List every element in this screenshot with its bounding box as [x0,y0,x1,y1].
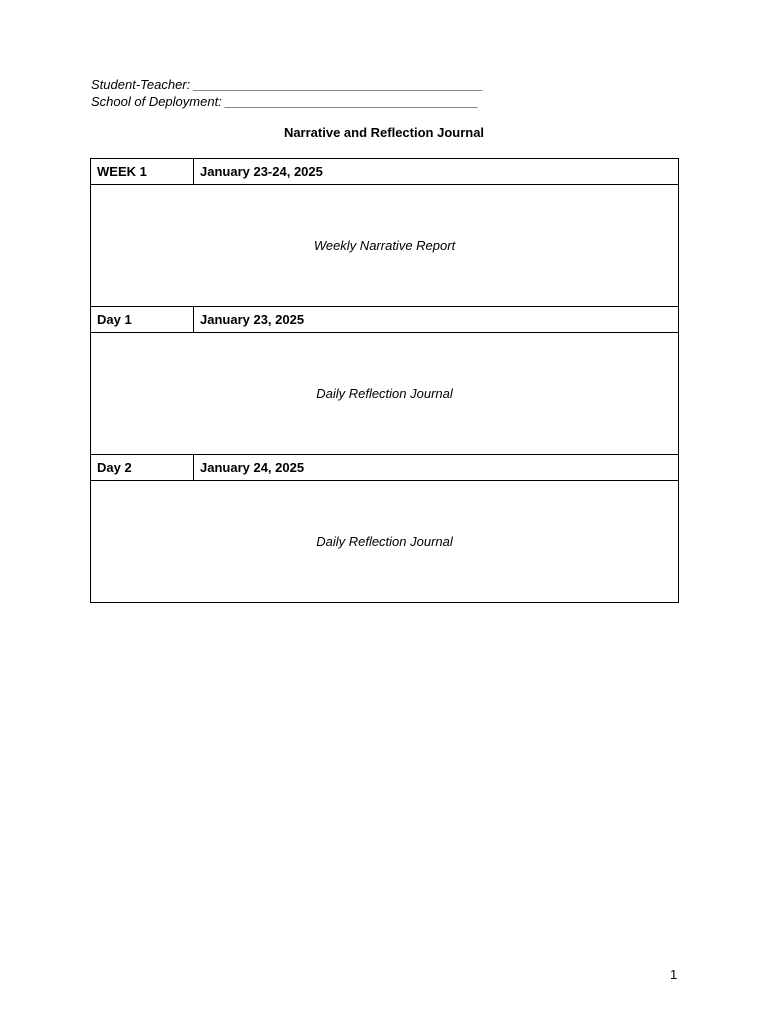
day-2-header-row [91,455,679,481]
day-2-reflection-cell: Daily Reflection Journal [91,481,679,603]
student-teacher-field: Student-Teacher: ________________________________________ [91,77,484,92]
week-1-date: January 23-24, 2025 [194,159,679,185]
day-2-content-row [91,481,679,603]
school-of-deployment-field: School of Deployment: ___________________________________ [91,94,479,109]
week-1-content-row [91,185,679,307]
day-1-date: January 23, 2025 [194,307,679,333]
page-title: Narrative and Reflection Journal [283,125,485,140]
day-1-label: Day 1 [91,307,194,333]
journal-table [90,158,679,603]
week-1-header-row [91,159,679,185]
page-number: 1 [670,967,678,982]
day-1-header-row [91,307,679,333]
week-1-label: WEEK 1 [91,159,194,185]
day-2-date: January 24, 2025 [194,455,679,481]
day-1-reflection-cell: Daily Reflection Journal [91,333,679,455]
weekly-narrative-report-cell: Weekly Narrative Report [91,185,679,307]
day-2-label: Day 2 [91,455,194,481]
day-1-content-row [91,333,679,455]
